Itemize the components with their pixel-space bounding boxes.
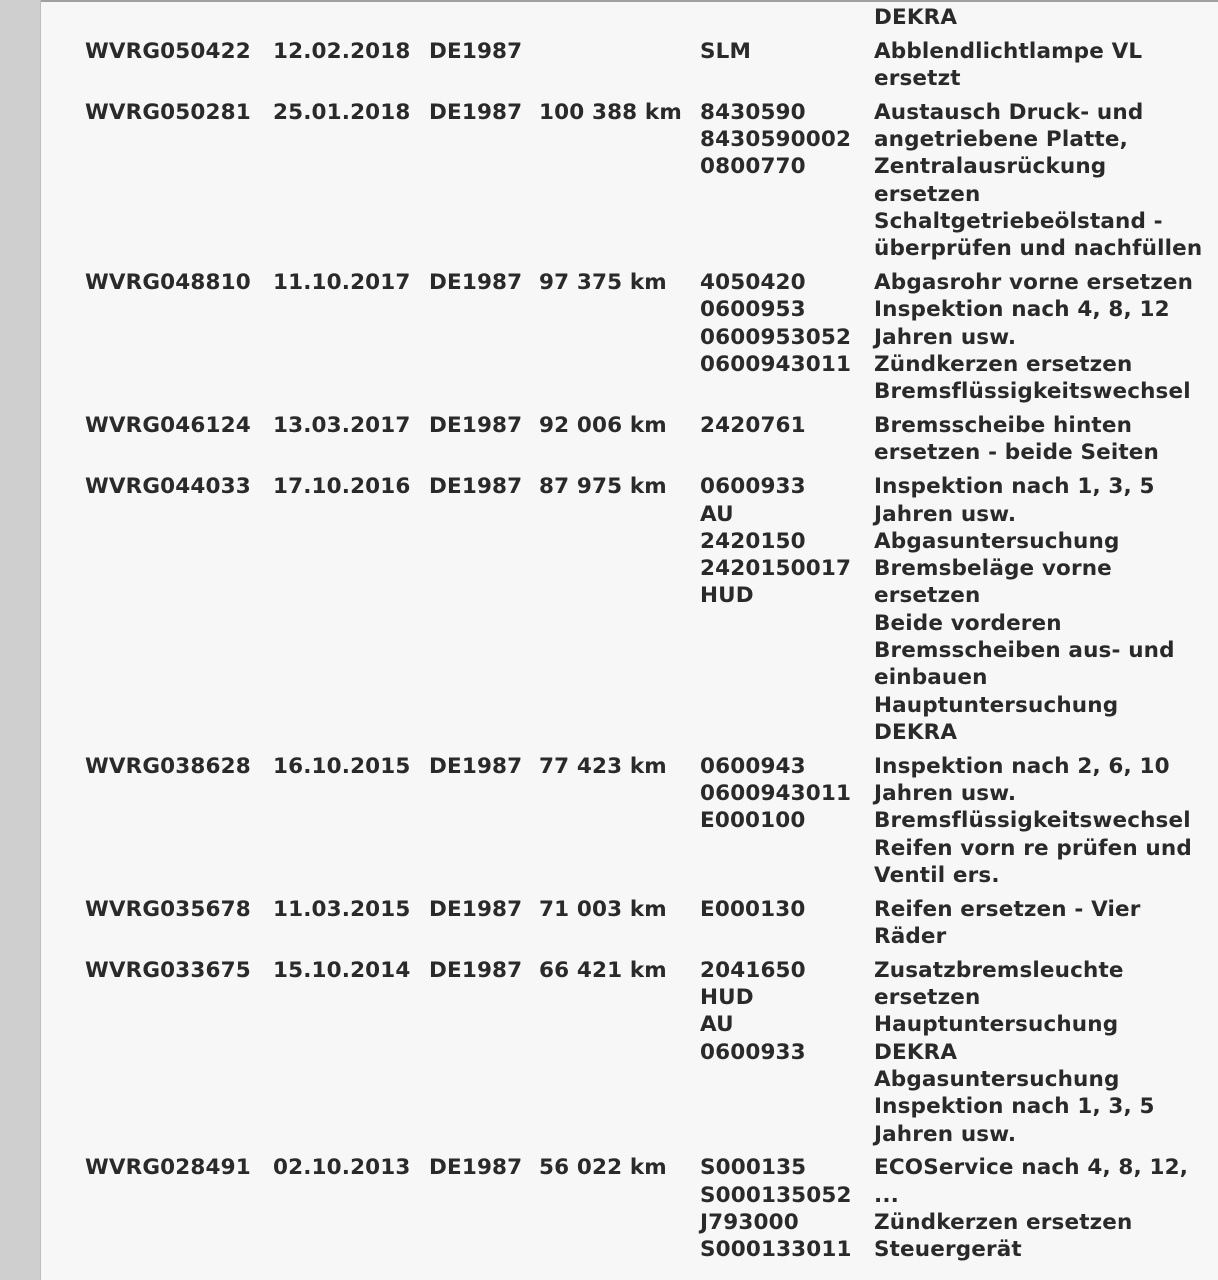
description-line: Bremsbeläge vorne (874, 556, 1112, 582)
mileage (539, 38, 700, 99)
order-number: WVRG038628 (85, 753, 251, 779)
service-record-row (77, 957, 1204, 1155)
dealer-code: DE1987 (429, 474, 523, 500)
order-number (77, 4, 273, 38)
service-code: 0600933 (700, 1039, 806, 1065)
service-date: 12.02.2018 (273, 38, 411, 64)
service-codes (700, 99, 874, 269)
dealer-code (429, 4, 539, 38)
service-code: 8430590 (700, 99, 806, 125)
service-code: J793000 (700, 1209, 799, 1235)
service-date: 25.01.2018 (273, 99, 411, 125)
service-code: 4050420 (700, 270, 806, 296)
service-code: E000130 (700, 896, 806, 922)
mileage: 87 975 km (539, 474, 667, 500)
description-line: ... (874, 1182, 899, 1208)
service-description (874, 412, 1204, 473)
description-line: Inspektion nach 1, 3, 5 (874, 1094, 1155, 1120)
description-line: ersetzen (874, 583, 981, 609)
description-line: Zündkerzen ersetzen (874, 352, 1133, 378)
service-record-row (77, 269, 1204, 412)
dealer-code: DE1987 (429, 1155, 523, 1181)
mileage: 77 423 km (539, 753, 667, 779)
description-line: DEKRA (874, 1039, 958, 1065)
mileage (539, 4, 700, 38)
service-date: 11.03.2015 (273, 896, 411, 922)
service-code: 8430590002 (700, 127, 852, 153)
service-code: S000135 (700, 1155, 807, 1181)
service-description (874, 1154, 1204, 1270)
service-record-row (77, 753, 1204, 896)
dealer-code: DE1987 (429, 99, 523, 125)
order-number: WVRG048810 (85, 270, 251, 296)
service-code: 2041650 (700, 957, 806, 983)
service-record-row (77, 99, 1204, 269)
order-number: WVRG028491 (85, 1155, 251, 1181)
dealer-code: DE1987 (429, 896, 523, 922)
description-line: Bremsflüssigkeitswechsel (874, 808, 1191, 834)
service-description (874, 957, 1204, 1155)
service-record-row (77, 412, 1204, 473)
service-history-page (41, 0, 1218, 1280)
mileage: 71 003 km (539, 896, 667, 922)
description-line: Abgasuntersuchung (874, 528, 1120, 554)
service-code: 0600943011 (700, 352, 852, 378)
description-line: angetriebene Platte, (874, 127, 1128, 153)
order-number: WVRG050281 (85, 99, 251, 125)
description-line: Beide vorderen (874, 610, 1062, 636)
description-line: Bremsscheibe hinten (874, 413, 1133, 439)
mileage: 92 006 km (539, 413, 667, 439)
order-number: WVRG046124 (85, 413, 251, 439)
description-line: ECOService nach 4, 8, 12, (874, 1155, 1189, 1181)
description-line: DEKRA (874, 5, 958, 30)
description-line: Ventil ers. (874, 862, 1000, 888)
description-line: Abgasuntersuchung (874, 1066, 1120, 1092)
description-line: DEKRA (874, 719, 958, 745)
service-description (874, 896, 1204, 957)
service-codes (700, 269, 874, 412)
service-record-row (77, 1154, 1204, 1270)
service-date: 13.03.2017 (273, 413, 411, 439)
dealer-code: DE1987 (429, 270, 523, 296)
mileage: 66 421 km (539, 957, 667, 983)
description-line: Zentralausrückung (874, 154, 1107, 180)
service-description (874, 99, 1204, 269)
description-line: Abblendlichtlampe VL (874, 38, 1143, 64)
service-record-row (77, 896, 1204, 957)
description-line: Abgasrohr vorne ersetzen (874, 270, 1194, 296)
service-code: 2420150017 (700, 556, 852, 582)
service-code: AU (700, 1012, 734, 1038)
description-line: einbauen (874, 665, 988, 691)
description-line: ersetzen - beide Seiten (874, 440, 1159, 466)
service-code: AU (700, 501, 734, 527)
service-code: 0600943011 (700, 781, 852, 807)
description-line: Jahren usw. (874, 501, 1017, 527)
description-line: Zusatzbremsleuchte (874, 957, 1124, 983)
service-codes (700, 473, 874, 752)
service-history-rows (77, 4, 1204, 1270)
service-code: 0600943 (700, 753, 806, 779)
service-code: 0600933 (700, 474, 806, 500)
service-date: 02.10.2013 (273, 1155, 411, 1181)
order-number: WVRG044033 (85, 474, 251, 500)
dealer-code: DE1987 (429, 957, 523, 983)
service-record-row (77, 473, 1204, 752)
service-date (273, 4, 429, 38)
dealer-code: DE1987 (429, 413, 523, 439)
service-codes (700, 753, 874, 896)
service-codes (700, 957, 874, 1155)
left-gutter (0, 0, 41, 1280)
service-code: S000135052 (700, 1182, 852, 1208)
description-line: Hauptuntersuchung (874, 692, 1119, 718)
description-line: Jahren usw. (874, 324, 1017, 350)
service-codes (700, 4, 874, 38)
order-number: WVRG035678 (85, 896, 251, 922)
description-line: Hauptuntersuchung (874, 1012, 1119, 1038)
description-line: Schaltgetriebeölstand - (874, 209, 1163, 235)
service-code: E000100 (700, 808, 806, 834)
mileage: 100 388 km (539, 99, 682, 125)
service-code: SLM (700, 38, 752, 64)
service-record-row (77, 38, 1204, 99)
service-description (874, 753, 1204, 896)
description-line: Inspektion nach 4, 8, 12 (874, 297, 1170, 323)
mileage: 56 022 km (539, 1155, 667, 1181)
service-code: HUD (700, 583, 754, 609)
service-description (874, 269, 1204, 412)
service-codes (700, 412, 874, 473)
description-line: Reifen vorn re prüfen und (874, 835, 1192, 861)
description-line: Inspektion nach 2, 6, 10 (874, 753, 1170, 779)
service-code: S000133011 (700, 1237, 852, 1263)
description-line: ersetzen (874, 181, 981, 207)
service-date: 16.10.2015 (273, 753, 411, 779)
description-line: Inspektion nach 1, 3, 5 (874, 474, 1155, 500)
mileage: 97 375 km (539, 270, 667, 296)
description-line: Räder (874, 924, 947, 949)
service-code: 2420761 (700, 413, 806, 439)
service-code: HUD (700, 985, 754, 1011)
dealer-code: DE1987 (429, 38, 523, 64)
description-line: überprüfen und nachfüllen (874, 236, 1203, 262)
description-line: Zündkerzen ersetzen (874, 1209, 1133, 1235)
service-codes (700, 896, 874, 957)
service-date: 17.10.2016 (273, 474, 411, 500)
description-line: Steuergerät (874, 1237, 1022, 1263)
service-codes (700, 1154, 874, 1270)
service-history-table (77, 4, 1204, 1270)
description-line: Jahren usw. (874, 781, 1017, 807)
service-code: 2420150 (700, 528, 806, 554)
service-date: 11.10.2017 (273, 270, 411, 296)
service-codes (700, 38, 874, 99)
dealer-code: DE1987 (429, 753, 523, 779)
service-description (874, 38, 1204, 99)
service-code: 0800770 (700, 154, 806, 180)
order-number: WVRG050422 (85, 38, 251, 64)
service-description (874, 473, 1204, 752)
service-record-row (77, 4, 1204, 38)
service-description (874, 4, 1204, 38)
order-number: WVRG033675 (85, 957, 251, 983)
description-line: Austausch Druck- und (874, 99, 1144, 125)
description-line: Bremsflüssigkeitswechsel (874, 379, 1191, 405)
service-code: 0600953 (700, 297, 806, 323)
description-line: Jahren usw. (874, 1121, 1017, 1147)
description-line: ersetzt (874, 66, 961, 92)
service-code: 0600953052 (700, 324, 852, 350)
description-line: ersetzen (874, 985, 981, 1011)
description-line: Reifen ersetzen - Vier (874, 896, 1141, 922)
description-line: Bremsscheiben aus- und (874, 638, 1175, 664)
service-date: 15.10.2014 (273, 957, 411, 983)
